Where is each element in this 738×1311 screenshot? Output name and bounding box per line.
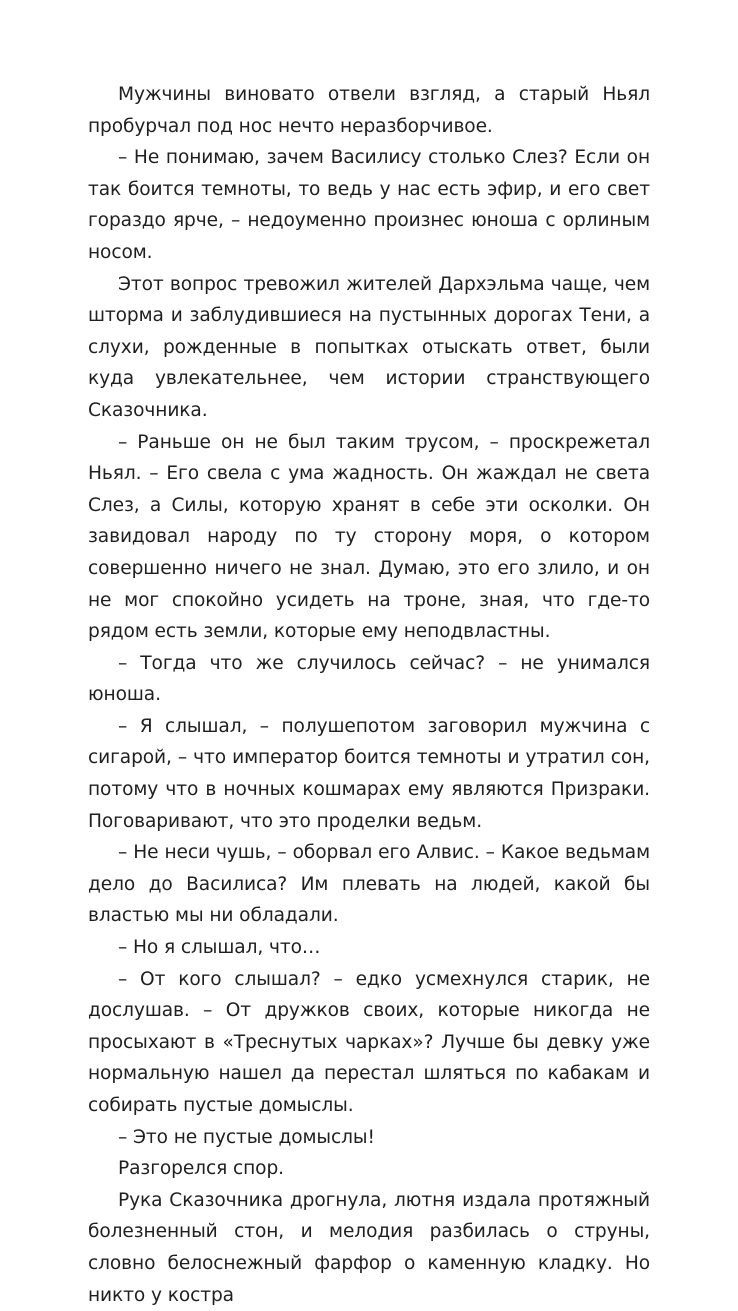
paragraph: – От кого слышал? – едко усмехнулся старик, не дослушав. – От дружков своих, которые никогда не просыхают в «Треснутых чарках»? Лучше бы девку уже нормальную нашел да перестал шляться по кабакам и собирать пустые домыслы. [88, 968, 650, 1116]
paragraph: Рука Сказочника дрогнула, лютня издала протяжный болезненный стон, и мелодия разбилась о струны, словно белоснежный фарфор о каменную кладку. Но никто у костра [88, 1189, 650, 1306]
paragraph: – Но я слышал, что… [118, 937, 321, 959]
paragraph: – Я слышал, – полушепотом заговорил мужчина с сигарой, – что император боится темноты и утратил сон, потому что в ночных кошмарах ему являются Призраки. Поговаривают, что это проделки ведьм. [88, 715, 650, 832]
book-page-text [88, 79, 650, 1311]
paragraph: – Тогда что же случилось сейчас? – не унимался юноша. [88, 652, 650, 706]
paragraph: Разгорелся спор. [118, 1158, 284, 1180]
paragraph: – Это не пустые домыслы! [118, 1126, 375, 1148]
paragraph: – Не понимаю, зачем Василису столько Слез? Если он так боится темноты, то ведь у нас есть эфир, и его свет гораздо ярче, – недоуменно произнес юноша с орлиным носом. [88, 147, 650, 263]
paragraph: – Не неси чушь, – оборвал его Алвис. – Какое ведьмам дело до Василиса? Им плевать на людей, какой бы властью мы ни обладали. [88, 842, 650, 927]
paragraph: Этот вопрос тревожил жителей Дархэльма чаще, чем шторма и заблудившиеся на пустынных дорогах Тени, а слухи, рожденные в попытках отыскать ответ, были куда увлекательнее, чем истории странствующего Сказочника. [88, 273, 650, 421]
paragraph: Мужчины виновато отвели взгляд, а старый Ньял пробурчал под нос нечто неразборчивое. [88, 84, 650, 137]
paragraph: – Раньше он не был таким трусом, – проскрежетал Ньял. – Его свела с ума жадность. Он жаждал не света Слез, а Силы, которую хранят в себе эти осколки. Он завидовал народу по ту сторону моря, о котором совершенно ничего не знал. Думаю, это его злило, и он не мог спокойно усидеть на троне, зная, что где-то рядом есть земли, которые ему неподвластны. [88, 431, 650, 643]
